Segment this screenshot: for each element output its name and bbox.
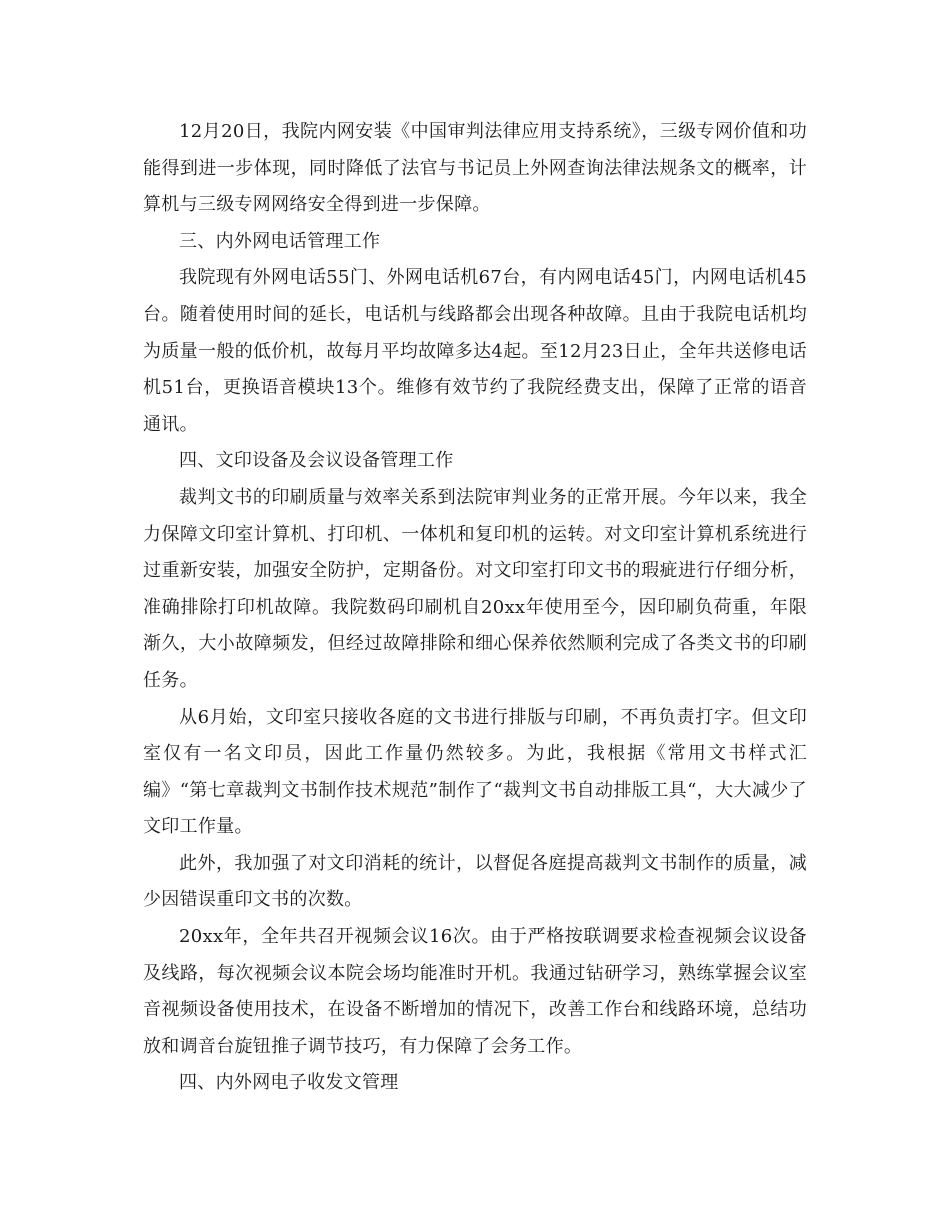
paragraph-intranet-system: 12月20日，我院内网安装《中国审判法律应用支持系统》，三级专网价值和功能得到进一步体现，同时降低了法官与书记员上外网查询法律法规条文的概率，计算机与三级专网网络安全得到进一步保障。 (143, 121, 807, 216)
section-heading-phone-management: 三、内外网电话管理工作 (179, 230, 381, 252)
paragraph-printing-quality: 裁判文书的印刷质量与效率关系到法院审判业务的正常开展。今年以来，我全力保障文印室计算机、打印机、一体机和复印机的运转。对文印室计算机系统进行过重新安装，加强安全防护，定期备份。对文印室打印文书的瑕疵进行仔细分析，准确排除打印机故障。我院数码印刷机自20xx年使用至今，因印刷负荷重，年限渐久，大小故障频发，但经过故障排除和细心保养依然顺利完成了各类文书的印刷任务。 (143, 486, 807, 691)
paragraph-printing-consumption: 此外，我加强了对文印消耗的统计，以督促各庭提高裁判文书制作的质量，减少因错误重印文书的次数。 (143, 852, 807, 911)
paragraph-video-conference: 20xx年，全年共召开视频会议16次。由于严格按联调要求检查视频会议设备及线路，每次视频会议本院会场均能准时开机。我通过钻研学习，熟练掌握会议室音视频设备使用技术，在设备不断增加的情况下，改善工作台和线路环境，总结功放和调音台旋钮推子调节技巧，有力保障了会务工作。 (143, 926, 807, 1057)
paragraph-typesetting-tool: 从6月始，文印室只接收各庭的文书进行排版与印刷，不再负责打字。但文印室仅有一名文印员，因此工作量仍然较多。为此，我根据《常用文书样式汇编》“第七章裁判文书制作技术规范”制作了“裁判文书自动排版工具“，大大减少了文印工作量。 (143, 706, 807, 838)
document-body (143, 114, 807, 1102)
section-heading-printing-meeting: 四、文印设备及会议设备管理工作 (179, 450, 454, 472)
paragraph-phone-management: 我院现有外网电话55门、外网电话机67台，有内网电话45门，内网电话机45台。随着使用时间的延长，电话机与线路都会出现各种故障。且由于我院电话机均为质量一般的低价机，故每月平均故障多达4起。至12月23日止，全年共送修电话机51台，更换语音模块13个。维修有效节约了我院经费支出，保障了正常的语音通讯。 (143, 267, 807, 435)
section-heading-electronic-documents: 四、内外网电子收发文管理 (179, 1072, 399, 1094)
